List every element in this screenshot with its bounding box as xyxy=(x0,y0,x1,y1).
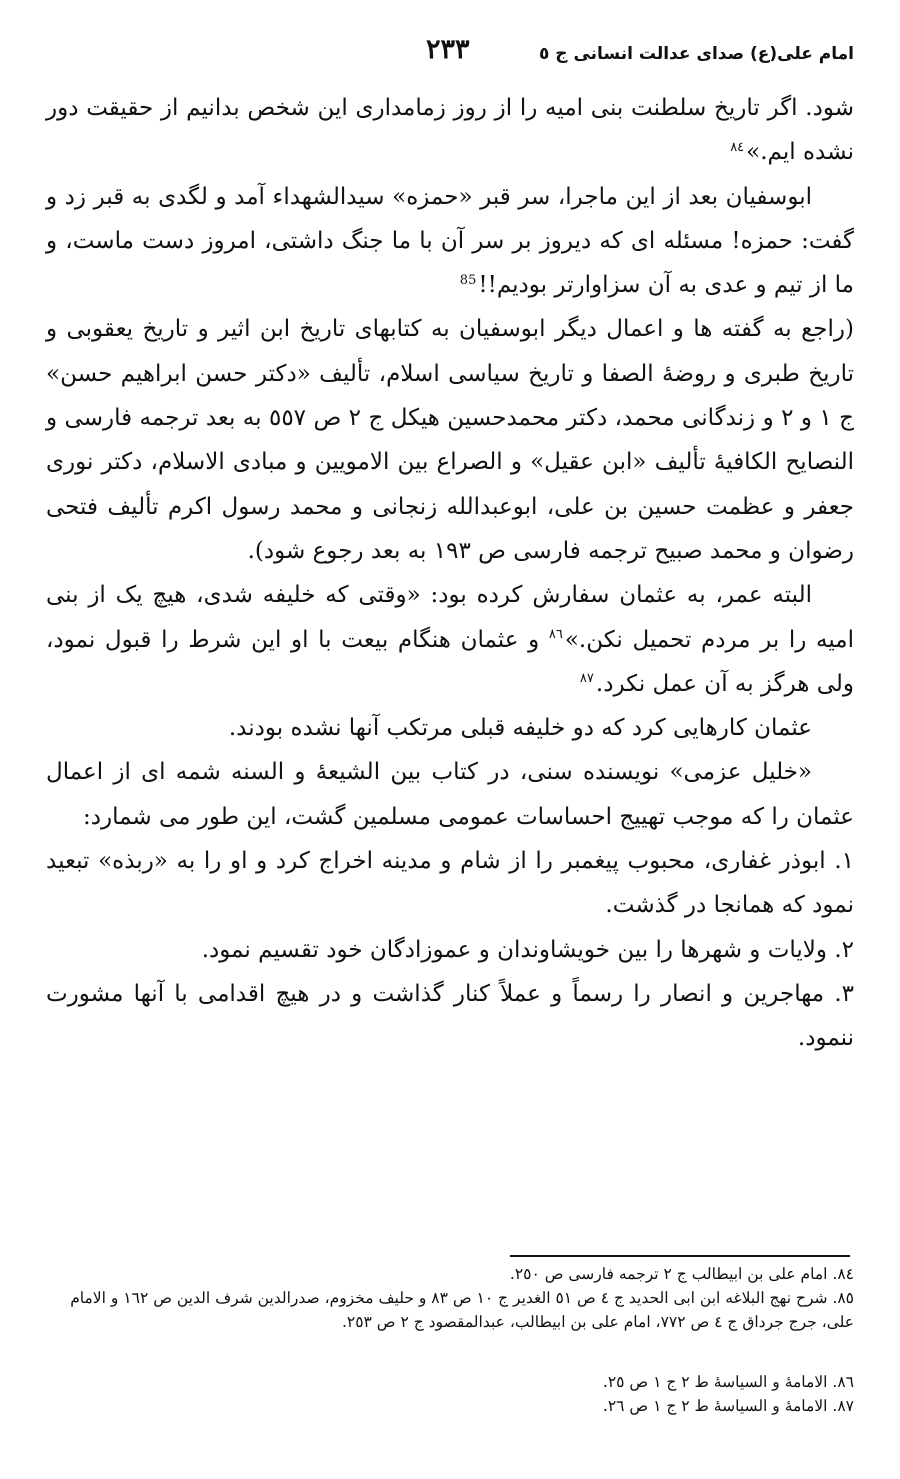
footnote-86: ٨٦. الامامهٔ و السیاسهٔ ط ٢ ج ١ ص ٢٥. xyxy=(602,1373,854,1391)
paragraph-text: شود. اگر تاریخ سلطنت بنی امیه را از روز زمامداری این شخص بدانیم از حقیقت دور نشده ایم.» xyxy=(46,95,854,166)
footnote-ref: ٨٤ xyxy=(730,139,745,155)
paragraph-text: عثمان کارهایی کرد که دو خلیفه قبلی مرتکب آنها نشده بودند. xyxy=(228,715,812,742)
footnote-84: ٨٤. امام علی بن ابیطالب ج ٢ ترجمه فارسی ص ٢٥٠. xyxy=(509,1265,854,1283)
footnote-87: ٨٧. الامامهٔ و السیاسهٔ ط ٢ ج ١ ص ٢٦. xyxy=(602,1397,854,1415)
list-item-1: ١. ابوذر غفاری، محبوب پیغمبر را از شام و مدینه اخراج کرد و او را به «ربذه» تبعید نمود که همانجا در گذشت. xyxy=(46,848,854,919)
paragraph-text: ابوسفیان بعد از این ماجرا، سر قبر «حمزه» سیدالشهداء آمد و لگدی به قبر زد و گفت: حمزه! مسئله ای که دیروز بر سر آن با ما جنگ داشتی، امروز دست ماست، و ما از تیم و عدی به آن سزاوارتر بودیم!! xyxy=(46,183,854,299)
paragraph-6 xyxy=(46,750,854,839)
list-item-3: ٣. مهاجرین و انصار را رسماً و عملاً کنار گذاشت و در هیچ اقدامی با آنها مشورت ننمود. xyxy=(46,980,854,1052)
footnote-divider xyxy=(510,1255,850,1257)
footnote-ref: ٨٦ xyxy=(548,626,563,642)
paragraph-text-continued: و عثمان هنگام بیعت با او این شرط را قبول نمود، ولی هرگز به آن عمل نکرد. xyxy=(46,626,854,697)
paragraph-text: البته عمر، به عثمان سفارش کرده بود: «وقتی که خلیفه شدی، هیچ یک از بنی امیه را بر مردم تحمیل نکن.» xyxy=(46,582,855,653)
list-item-2: ٢. ولایات و شهرها را بین خویشاوندان و عموزادگان خود تقسیم نمود. xyxy=(201,936,854,963)
footnote-85: ٨٥. شرح نهج البلاغه ابن ابی الحدید ج ٤ ص ٥١ الغدیر ج ١٠ ص ٨٣ و حلیف مخزوم، صدرالدین شرف الدین ص ١٦٢ و الامام علی، جرج جرداق ج ٤ ص ٧٧٢، امام علی بن ابیطالب، عبدالمقصود ج ٢ ص ٢٥٣. xyxy=(70,1289,854,1331)
running-head: امام علی(ع) صدای عدالت انسانی ج ٥ xyxy=(538,44,854,64)
paragraph-1 xyxy=(46,86,854,175)
footnotes xyxy=(46,1262,854,1418)
page-body xyxy=(46,86,854,1061)
paragraph-5 xyxy=(46,706,854,750)
paragraph-4 xyxy=(46,573,854,706)
paragraph-2 xyxy=(46,175,854,308)
paragraph-3 xyxy=(46,307,854,573)
paragraph-text: «خلیل عزمی» نویسنده سنی، در کتاب بین الشیعهٔ و السنه شمه ای از اعمال عثمان را که موجب تهییج احساسات عمومی مسلمین گشت، این طور می شمارد: xyxy=(46,759,854,830)
page-header xyxy=(46,34,854,74)
paragraph-text: (راجع به گفته ها و اعمال دیگر ابوسفیان به کتابهای تاریخ ابن اثیر و تاریخ یعقوبی و تاریخ طبری و روضهٔ الصفا و تاریخ سیاسی اسلام، تألیف «دکتر حسن ابراهیم حسن» ج ١ و ٢ و زندگانی محمد، دکتر محمدحسین هیکل ج ٢ ص ٥٥٧ به بعد ترجمه فارسی و النصایح الکافیهٔ تألیف «ابن عقیل» و الصراع بین الامویین و مبادی الاسلام، دکتر نوری جعفر و عظمت حسین بن علی، ابوعبدالله زنجانی و محمد رسول اکرم تألیف فتحی رضوان و محمد صبیح ترجمه فارسی ص ١٩٣ به بعد رجوع شود). xyxy=(46,316,855,564)
footnote-ref: ٨٧ xyxy=(579,671,594,687)
page-number: ٢٣٣ xyxy=(426,34,470,65)
footnote-ref: 85 xyxy=(459,272,477,288)
